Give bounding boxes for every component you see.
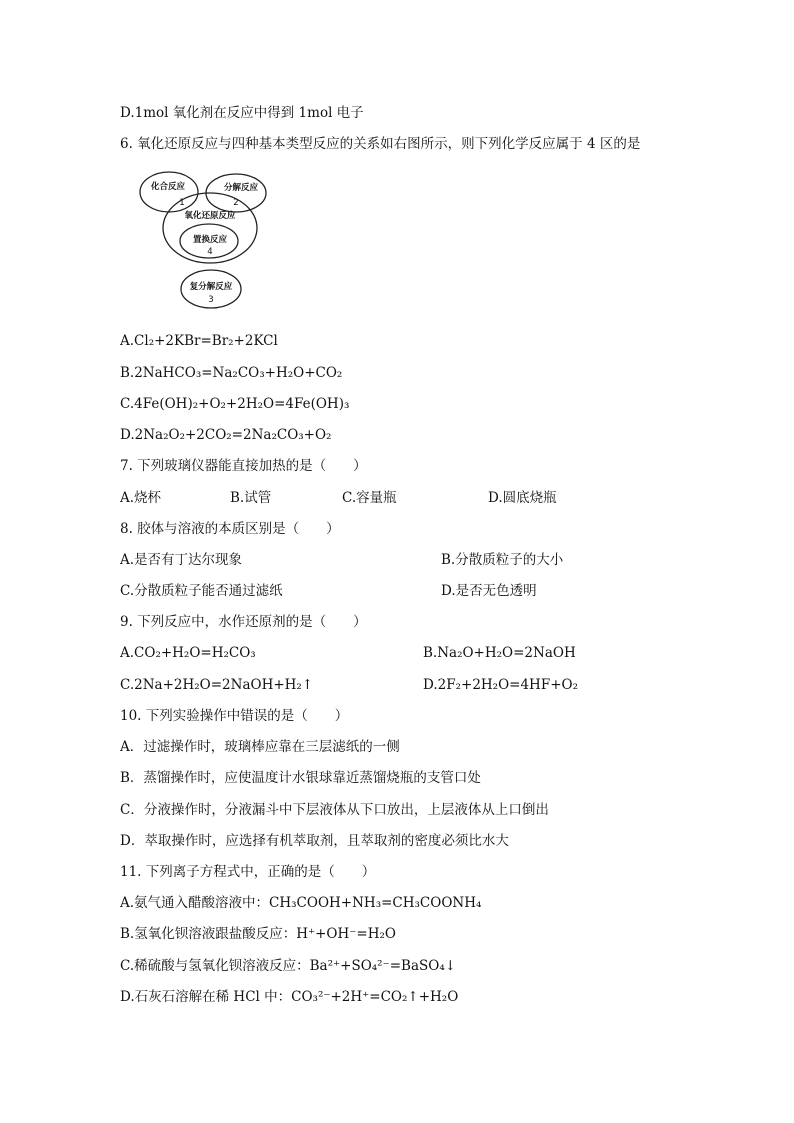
q5-option-d: D.1mol 氧化剂在反应中得到 1mol 电子 bbox=[120, 105, 364, 121]
q10-option-a: A．过滤操作时，玻璃棒应靠在三层滤纸的一侧 bbox=[120, 739, 400, 755]
venn-region-2: 2 bbox=[233, 198, 239, 208]
q6-stem: 6. 氧化还原反应与四种基本类型反应的关系如右图所示，则下列化学反应属于 4 区的是 bbox=[120, 136, 641, 152]
q6-option-c: C.4Fe(OH)₂+O₂+2H₂O=4Fe(OH)₃ bbox=[120, 396, 350, 412]
q7-option-c: C.容量瓶 bbox=[342, 490, 397, 506]
q10-option-b: B．蒸馏操作时，应使温度计水银球靠近蒸馏烧瓶的支管口处 bbox=[120, 770, 481, 786]
q11-option-d: D.石灰石溶解在稀 HCl 中：CO₃²⁻+2H⁺=CO₂↑+H₂O bbox=[120, 989, 459, 1005]
q10-stem: 10. 下列实验操作中错误的是（ ） bbox=[120, 708, 349, 724]
q9-option-d: D.2F₂+2H₂O=4HF+O₂ bbox=[423, 677, 578, 693]
q9-option-b: B.Na₂O+H₂O=2NaOH bbox=[423, 645, 576, 661]
venn-region-1: 1 bbox=[179, 198, 185, 208]
venn-region-4: 4 bbox=[207, 247, 213, 257]
reaction-venn-diagram bbox=[138, 166, 278, 314]
venn-label-yanghua: 氧化还原反应 bbox=[184, 211, 236, 221]
q7-option-d: D.圆底烧瓶 bbox=[488, 490, 557, 506]
q11-option-b: B.氢氧化钡溶液跟盐酸反应：H⁺+OH⁻=H₂O bbox=[120, 926, 396, 942]
q9-option-c: C.2Na+2H₂O=2NaOH+H₂↑ bbox=[120, 677, 314, 693]
q8-stem: 8. 胶体与溶液的本质区别是（ ） bbox=[120, 521, 340, 537]
q7-option-a: A.烧杯 bbox=[120, 490, 162, 506]
q11-option-a: A.氨气通入醋酸溶液中：CH₃COOH+NH₃=CH₃COONH₄ bbox=[120, 895, 482, 911]
q11-stem: 11. 下列离子方程式中，正确的是（ ） bbox=[120, 864, 376, 880]
q9-stem: 9. 下列反应中，水作还原剂的是（ ） bbox=[120, 614, 367, 630]
q8-option-c: C.分散质粒子能否通过滤纸 bbox=[120, 583, 283, 599]
q8-option-b: B.分散质粒子的大小 bbox=[441, 552, 564, 568]
venn-label-fufenjie: 复分解反应 bbox=[189, 282, 233, 292]
q8-option-d: D.是否无色透明 bbox=[441, 583, 537, 599]
q8-option-a: A.是否有丁达尔现象 bbox=[120, 552, 243, 568]
q10-option-d: D．萃取操作时，应选择有机萃取剂，且萃取剂的密度必须比水大 bbox=[120, 833, 509, 849]
q7-option-b: B.试管 bbox=[230, 490, 272, 506]
q7-stem: 7. 下列玻璃仪器能直接加热的是（ ） bbox=[120, 458, 367, 474]
venn-label-zhihuan: 置换反应 bbox=[192, 235, 228, 245]
q6-option-a: A.Cl₂+2KBr=Br₂+2KCl bbox=[120, 333, 278, 349]
venn-label-fenjie: 分解反应 bbox=[223, 183, 259, 193]
q9-option-a: A.CO₂+H₂O=H₂CO₃ bbox=[120, 645, 256, 661]
venn-region-3: 3 bbox=[208, 295, 214, 305]
q6-option-b: B.2NaHCO₃=Na₂CO₃+H₂O+CO₂ bbox=[120, 365, 343, 381]
venn-label-huahe: 化合反应 bbox=[150, 182, 186, 192]
q10-option-c: C．分液操作时，分液漏斗中下层液体从下口放出，上层液体从上口倒出 bbox=[120, 802, 549, 818]
venn-huahe-circle bbox=[140, 172, 198, 212]
q11-option-c: C.稀硫酸与氢氧化钡溶液反应：Ba²⁺+SO₄²⁻=BaSO₄↓ bbox=[120, 958, 457, 974]
q6-option-d: D.2Na₂O₂+2CO₂=2Na₂CO₃+O₂ bbox=[120, 427, 332, 443]
